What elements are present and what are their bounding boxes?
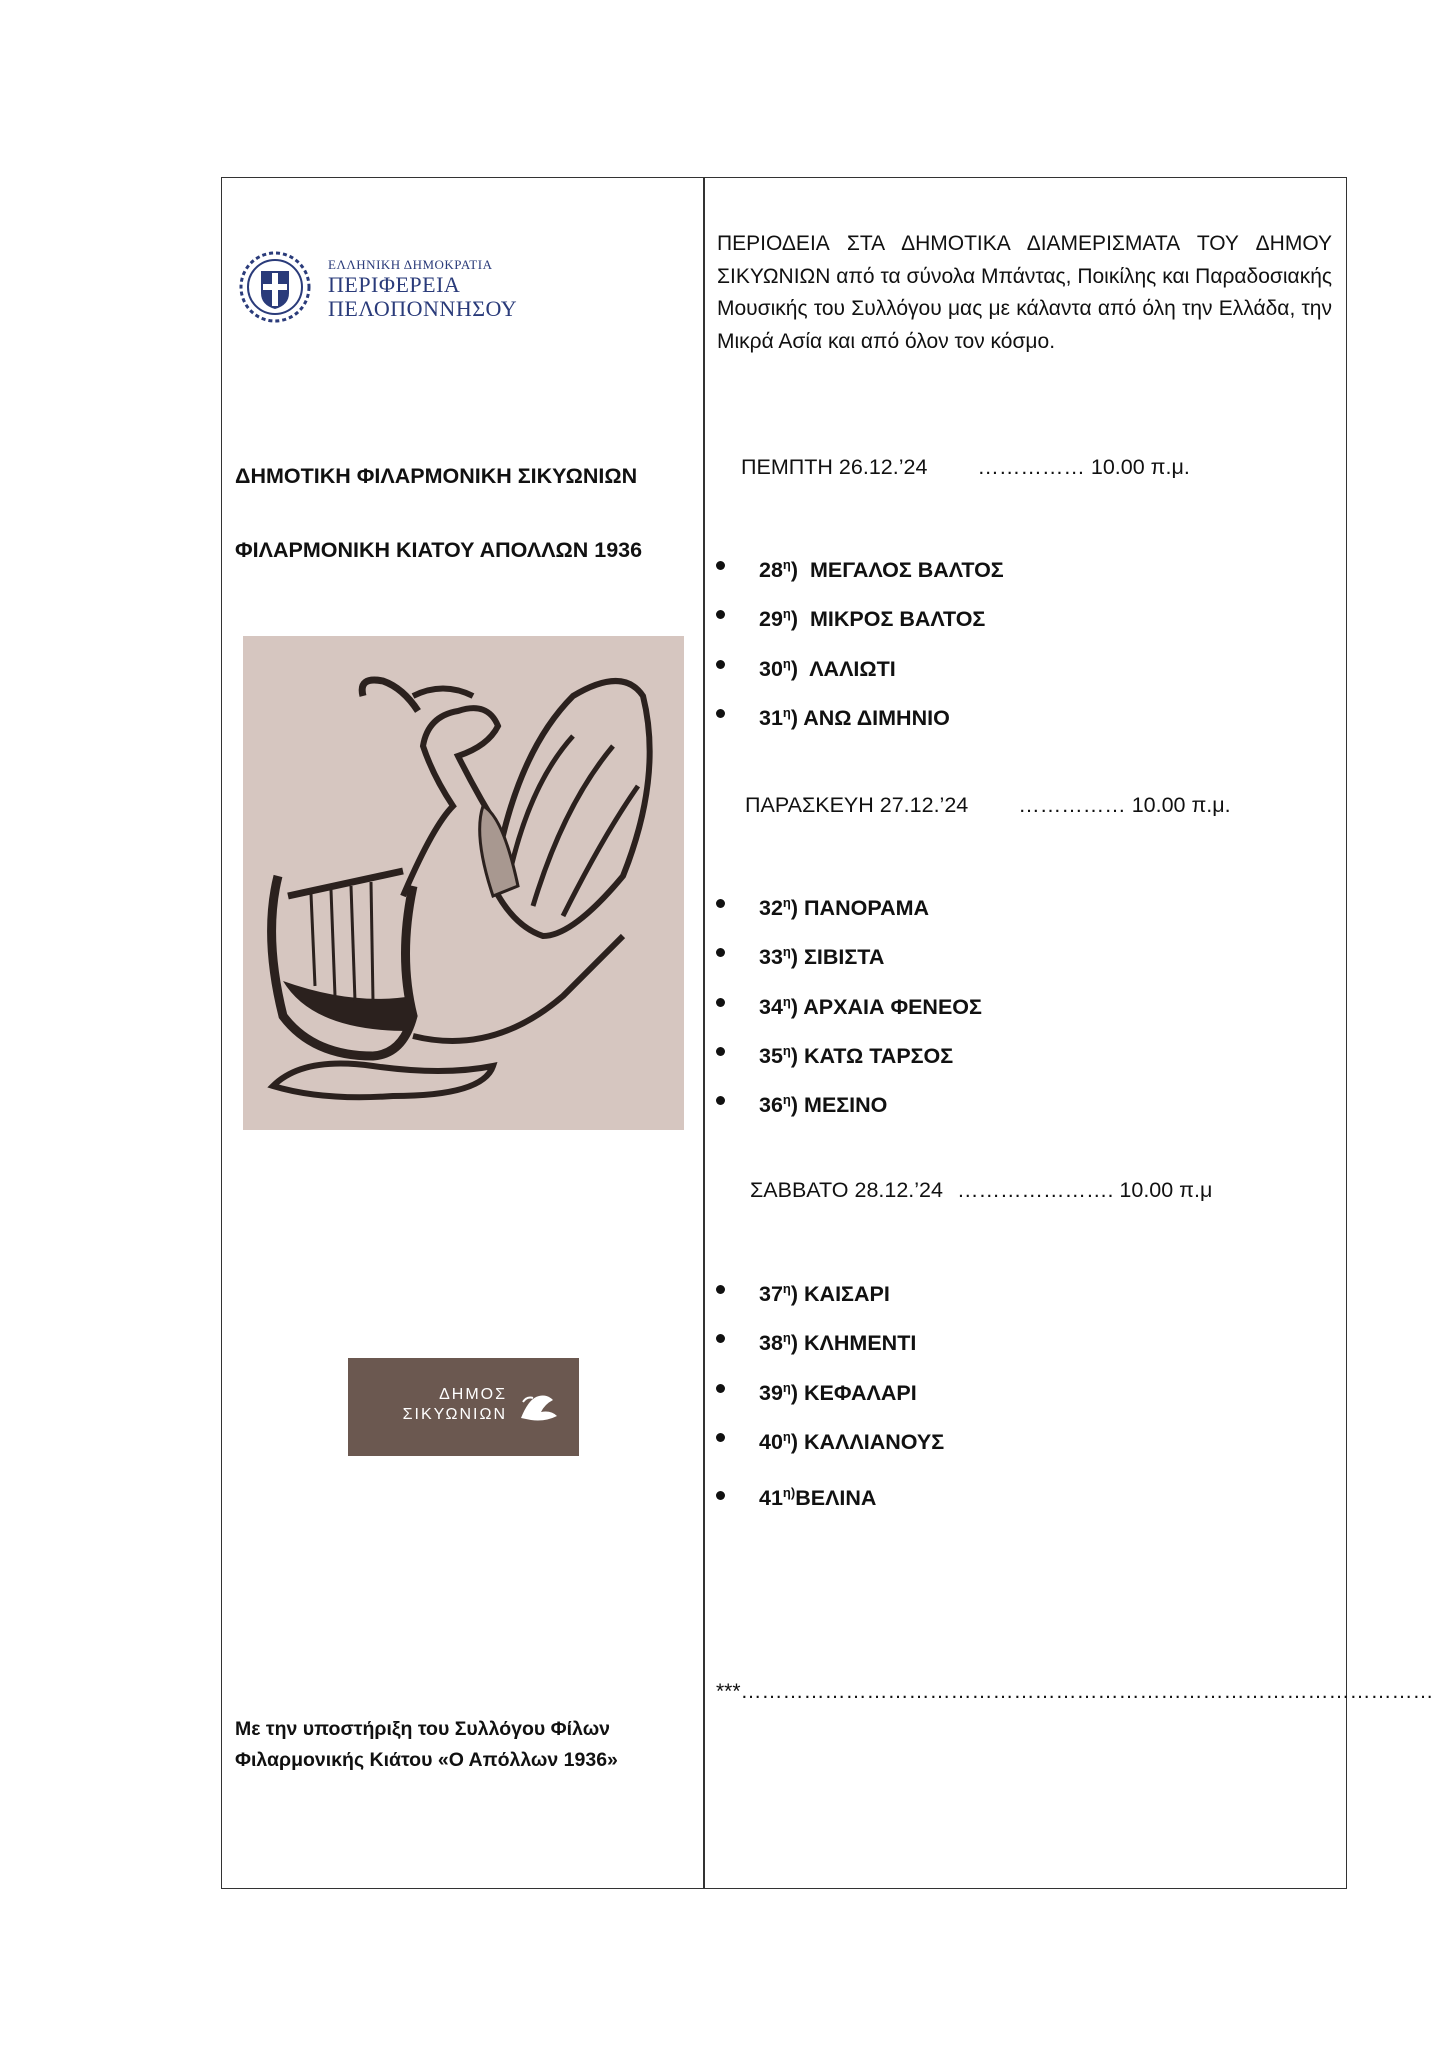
region-logo-line1: ΕΛΛΗΝΙΚΗ ΔΗΜΟΚΡΑΤΙΑ: [328, 257, 493, 272]
footer-dotted-line: ***………………………………………………………………………………………: [716, 1680, 1434, 1703]
schedule-day-1-time: …………… 10.00 π.μ.: [977, 455, 1190, 479]
region-logo: [237, 247, 557, 327]
griffin-lyre-icon: [243, 636, 684, 1130]
schedule-day-3-time: …………………. 10.00 π.μ: [956, 1178, 1213, 1202]
support-note: Με την υποστήριξη του Συλλόγου Φίλων Φιλαρμονικής Κιάτου «Ο Απόλλων 1936»: [235, 1718, 618, 1771]
schedule-day-3-label: ΣΑΒΒΑΤΟ 28.12.’24: [750, 1178, 943, 1202]
dimos-logo-line2: ΣΙΚΥΩΝΙΩΝ: [402, 1406, 507, 1423]
stops-list-day-3: [759, 1264, 944, 1519]
list-item: $32^\eta$) ΠΑΝΟΡΑΜΑ: [759, 878, 982, 927]
greek-emblem-icon: [237, 249, 313, 325]
list-item: $37^\eta$) ΚΑΙΣΑΡΙ: [759, 1264, 944, 1313]
tour-intro-text: ΠΕΡΙΟΔΕΙΑ ΣΤΑ ΔΗΜΟΤΙΚΑ ΔΙΑΜΕΡΙΣΜΑΤΑ ΤΟΥ ΔΗΜΟΥ ΣΙΚΥΩΝΙΩΝ από τα σύνολα Μπάντας, Ποικίλης και Παραδοσιακής Μουσικής του Συλλόγου μας με κάλαντα από όλη την Ελλάδα, την Μικρά Ασία και από όλον τον κόσμο.: [717, 232, 1332, 353]
region-logo-line2: ΠΕΡΙΦΕΡΕΙΑ: [328, 272, 461, 297]
schedule-day-3: [750, 1178, 1212, 1203]
dimos-logo-line1: ΔΗΜΟΣ: [439, 1386, 507, 1403]
schedule-day-2-time: …………… 10.00 π.μ.: [1018, 793, 1231, 817]
list-item: $38^\eta$) ΚΛΗΜΕΝΤΙ: [759, 1313, 944, 1362]
list-item: $29^\eta$) ΜΙΚΡΟΣ ΒΑΛΤΟΣ: [759, 589, 1004, 638]
region-logo-line3: ΠΕΛΟΠΟΝΝΗΣΟΥ: [328, 296, 518, 321]
list-item: $36^\eta$) ΜΕΣΙΝΟ: [759, 1075, 982, 1124]
list-item: $28^\eta$) ΜΕΓΑΛΟΣ ΒΑΛΤΟΣ: [759, 540, 1004, 589]
philharmonic-title-kiato: ΦΙΛΑΡΜΟΝΙΚΗ ΚΙΑΤΟΥ ΑΠΟΛΛΩΝ 1936: [235, 538, 643, 562]
list-item: $39^\eta$) ΚΕΦΑΛΑΡΙ: [759, 1363, 944, 1412]
column-divider: [703, 178, 705, 1888]
dimos-sikyonion-logo: [348, 1358, 579, 1456]
schedule-day-2: [745, 793, 1231, 818]
schedule-day-2-label: ΠΑΡΑΣΚΕΥΗ 27.12.’24: [745, 793, 969, 817]
schedule-day-1-label: ΠΕΜΠΤΗ 26.12.’24: [741, 455, 928, 479]
griffin-lyre-drawing: [243, 636, 684, 1130]
document-frame: [221, 177, 1434, 1889]
list-item: $40^\eta$) ΚΑΛΛΙΑΝΟΥΣ: [759, 1412, 944, 1461]
griffin-mark-icon: [517, 1388, 561, 1428]
list-item: $31^\eta$) ΑΝΩ ΔΙΜΗΝΙΟ: [759, 688, 1004, 737]
list-item: $35^\eta$) ΚΑΤΩ ΤΑΡΣΟΣ: [759, 1026, 982, 1075]
schedule-day-1: [741, 455, 1190, 480]
list-item: $41^{\eta)}BE\Lambda INA$: [759, 1461, 944, 1519]
list-item: $34^\eta$) ΑΡΧΑΙΑ ΦΕΝΕΟΣ: [759, 977, 982, 1026]
stops-list-day-2: [759, 878, 982, 1124]
list-item: $30^\eta$) ΛΑΛΙΩΤΙ: [759, 639, 1004, 688]
stops-list-day-1: [759, 540, 1004, 737]
list-item: $33^\eta$) ΣΙΒΙΣΤΑ: [759, 927, 982, 976]
philharmonic-title-sikyonion: ΔΗΜΟΤΙΚΗ ΦΙΛΑΡΜΟΝΙΚΗ ΣΙΚΥΩΝΙΩΝ: [235, 464, 638, 488]
